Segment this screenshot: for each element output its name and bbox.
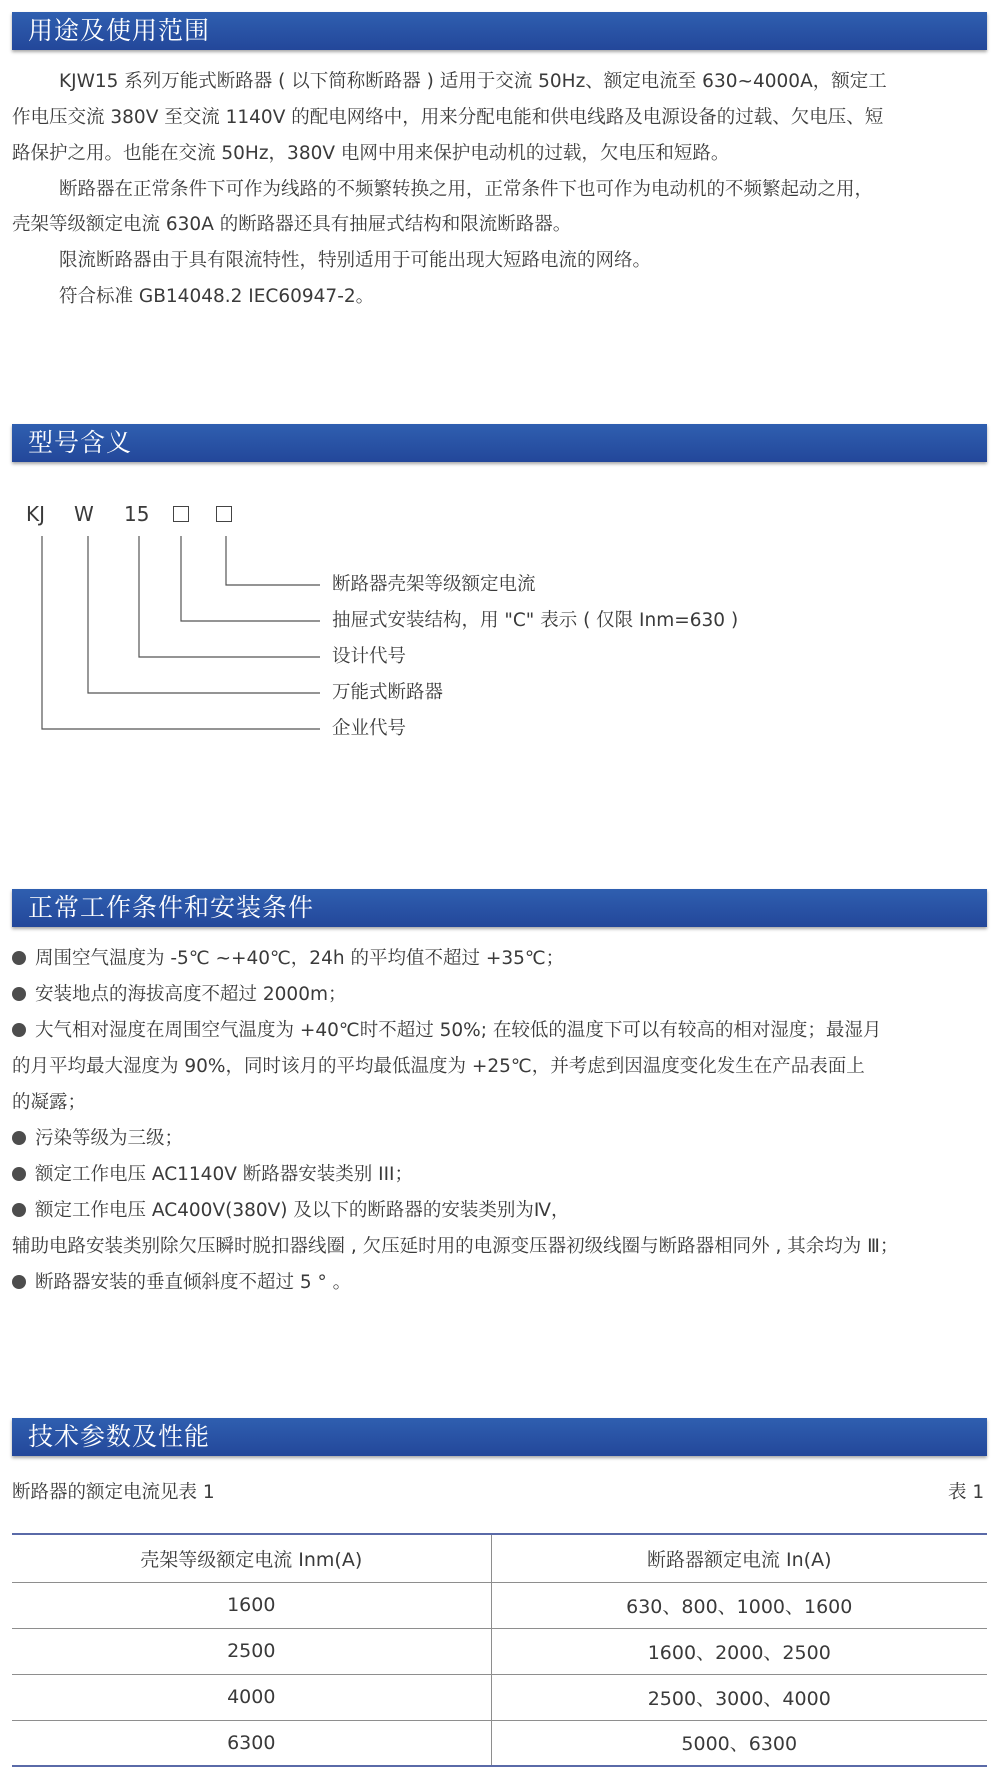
table-row — [12, 1582, 987, 1628]
usage-line-6: 限流断路器由于具有限流特性，特别适用于可能出现大短路电流的网络。 — [59, 250, 652, 271]
usage-line-3: 路保护之用。也能在交流 50Hz，380V 电网中用来保护电动机的过载，欠电压和短路。 — [12, 143, 730, 164]
cell-breaker-current: 2500、3000、4000 — [491, 1674, 987, 1720]
condition-item: 额定工作电压 AC1140V 断路器安装类别 III； — [12, 1157, 987, 1193]
cell-frame-current: 4000 — [12, 1674, 491, 1720]
usage-line-5: 壳架等级额定电流 630A 的断路器还具有抽屉式结构和限流断路器。 — [12, 214, 572, 235]
condition-item: 断路器安装的垂直倾斜度不超过 5 ° 。 — [12, 1265, 987, 1301]
condition-item-cont: 的月平均最大湿度为 90%，同时该月的平均最低温度为 +25℃，并考虑到因温度变化发生在产品表面上 — [12, 1056, 865, 1077]
label-company-code: 企业代号 — [332, 718, 407, 739]
condition-item: 额定工作电压 AC400V(380V) 及以下的断路器的安装类别为Ⅳ， — [12, 1193, 987, 1229]
code-kj: KJ — [26, 502, 46, 526]
section-title: 型号含义 — [28, 428, 133, 457]
table-number: 表 1 — [948, 1482, 985, 1503]
section-title: 用途及使用范围 — [28, 16, 211, 45]
usage-line-1: KJW15 系列万能式断路器 ( 以下简称断路器 ) 适用于交流 50Hz、额定电流至 630~4000A，额定工 — [59, 71, 887, 92]
condition-item: 污染等级为三级； — [12, 1121, 987, 1157]
section-header-conditions — [12, 889, 987, 927]
usage-line-2: 作电压交流 380V 至交流 1140V 的配电网络中，用来分配电能和供电线路及电源设备的过载、欠电压、短 — [12, 107, 884, 128]
table-caption: 断路器的额定电流见表 1 — [12, 1482, 215, 1503]
label-design-code: 设计代号 — [332, 646, 407, 667]
leader-lines — [0, 0, 1000, 760]
cell-frame-current: 1600 — [12, 1582, 491, 1628]
usage-line-4: 断路器在正常条件下可作为线路的不频繁转换之用，正常条件下也可作为电动机的不频繁起动之用， — [59, 179, 874, 200]
condition-item-cont: 的凝露； — [12, 1092, 87, 1113]
code-w: W — [74, 502, 94, 526]
condition-item: 周围空气温度为 -5℃ ~+40℃，24h 的平均值不超过 +35℃； — [12, 941, 987, 977]
cell-frame-current: 6300 — [12, 1720, 491, 1766]
label-frame-current: 断路器壳架等级额定电流 — [332, 574, 536, 595]
rated-current-table — [12, 1533, 987, 1767]
header-frame-current: 壳架等级额定电流 Inm(A) — [12, 1534, 491, 1582]
condition-item-cont: 辅助电路安装类别除欠压瞬时脱扣器线圈 , 欠压延时用的电源变压器初级线圈与断路器相同外 , 其余均为 Ⅲ； — [12, 1236, 899, 1257]
label-drawer-structure: 抽屉式安装结构，用 "C" 表示 ( 仅限 Inm=630 ) — [332, 610, 739, 631]
condition-item: 安装地点的海拔高度不超过 2000m； — [12, 977, 987, 1013]
section-title: 技术参数及性能 — [28, 1422, 211, 1451]
cell-frame-current: 2500 — [12, 1628, 491, 1674]
cell-breaker-current: 1600、2000、2500 — [491, 1628, 987, 1674]
section-header-tech — [12, 1418, 987, 1456]
cell-breaker-current: 630、800、1000、1600 — [491, 1582, 987, 1628]
cell-breaker-current: 5000、6300 — [491, 1720, 987, 1766]
table-row — [12, 1720, 987, 1766]
section-title: 正常工作条件和安装条件 — [28, 893, 315, 922]
label-universal-breaker: 万能式断路器 — [332, 682, 444, 703]
code-15: 15 — [124, 502, 150, 526]
condition-item: 大气相对湿度在周围空气温度为 +40℃时不超过 50%; 在较低的温度下可以有较高的相对湿度；最湿月 — [12, 1013, 987, 1049]
table-header-row — [12, 1534, 987, 1582]
table-row — [12, 1674, 987, 1720]
table-row — [12, 1628, 987, 1674]
usage-line-7: 符合标准 GB14048.2 IEC60947-2。 — [59, 286, 375, 307]
header-breaker-current: 断路器额定电流 In(A) — [491, 1534, 987, 1582]
